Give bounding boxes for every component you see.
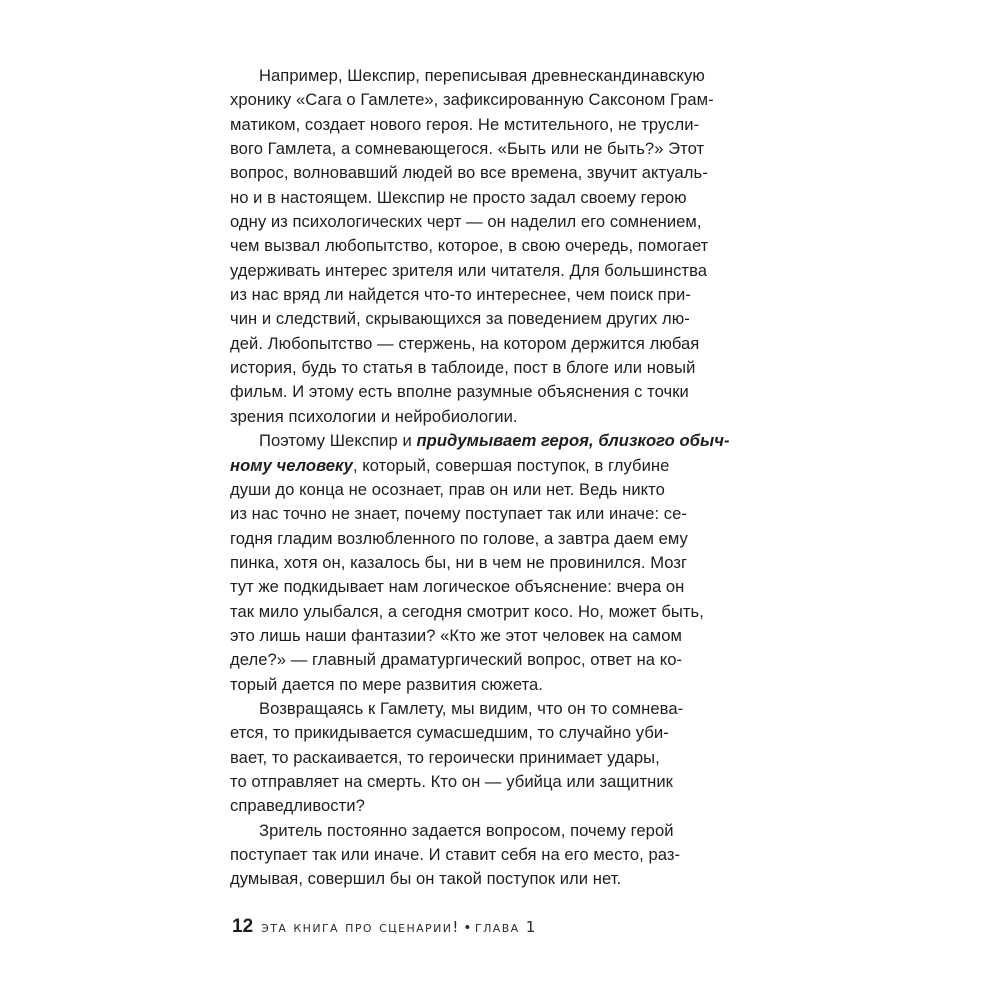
text-line: одну из психологических черт — он наделил его сомнением,	[230, 212, 702, 232]
text-line: деле?» — главный драматургический вопрос, ответ на ко-	[230, 650, 683, 670]
text-line: тут же подкидывает нам логическое объяснение: вчера он	[230, 577, 685, 597]
text-line: зрения психологии и нейробиологии.	[230, 406, 518, 426]
text-line: хронику «Сага о Гамлете», зафиксированную Саксоном Грам-	[230, 90, 714, 110]
text-run: , который, совершая поступок, в глубине	[352, 455, 670, 475]
text-line: ется, то прикидывается сумасшедшим, то случайно уби-	[230, 723, 669, 743]
paragraph-3	[230, 697, 742, 819]
text-line: из нас вряд ли найдется что-то интереснее, чем поиск при-	[230, 285, 691, 305]
text-line: вопрос, волновавший людей во все времена, звучит актуаль-	[230, 163, 708, 183]
text-line	[230, 454, 742, 478]
text-line: то отправляет на смерть. Кто он — убийца или защитник	[230, 771, 673, 791]
body-text	[230, 64, 742, 892]
text-line: удерживать интерес зрителя или читателя. Для большинства	[230, 260, 708, 280]
text-line: справедливости?	[230, 796, 365, 816]
paragraph-2	[230, 429, 742, 697]
running-title: эта книга про сценарии!	[261, 918, 460, 936]
text-line: думывая, совершил бы он такой поступок или нет.	[230, 869, 622, 889]
text-line: годня гладим возлюбленного по голове, а завтра даем ему	[230, 528, 688, 548]
paragraph-1	[230, 64, 742, 429]
text-line: дей. Любопытство — стержень, на котором держится любая	[230, 333, 700, 353]
emphasized-text: ному человеку	[230, 455, 353, 475]
text-line: Зритель постоянно задается вопросом, почему герой	[259, 820, 674, 840]
separator-bullet: •	[464, 919, 471, 936]
text-line: вого Гамлета, а сомневающегося. «Быть или не быть?» Этот	[230, 139, 705, 159]
text-line: вает, то раскаивается, то героически принимает удары,	[230, 747, 660, 767]
emphasized-text: придумывает героя, близкого обыч-	[416, 431, 730, 451]
text-line: пинка, хотя он, казалось бы, ни в чем не провинился. Мозг	[230, 552, 688, 572]
paragraph-4	[230, 819, 742, 892]
text-line: фильм. И этому есть вполне разумные объяснения с точки	[230, 382, 689, 402]
text-line: чем вызвал любопытство, которое, в свою очередь, помогает	[230, 236, 709, 256]
chapter-label: глава 1	[475, 918, 537, 936]
text-run: Поэтому Шекспир и	[259, 431, 417, 451]
text-line: Например, Шекспир, переписывая древнескандинавскую	[259, 66, 705, 85]
text-line: поступает так или иначе. И ставит себя на его место, раз-	[230, 845, 681, 864]
text-line: Возвращаясь к Гамлету, мы видим, что он то сомнева-	[259, 698, 684, 718]
text-line: это лишь наши фантазии? «Кто же этот человек на самом	[230, 625, 682, 645]
text-line: чин и следствий, скрывающихся за поведением других лю-	[230, 309, 690, 329]
text-line: так мило улыбался, а сегодня смотрит косо. Но, может быть,	[230, 601, 704, 621]
text-line: души до конца не осознает, прав он или нет. Ведь никто	[230, 479, 665, 499]
text-line: из нас точно не знает, почему поступает так или иначе: се-	[230, 504, 687, 524]
text-line: матиком, создает нового героя. Не мстительного, не трусли-	[230, 114, 700, 134]
page-footer	[232, 916, 537, 946]
page-number: 12	[232, 916, 254, 937]
text-line: но и в настоящем. Шекспир не просто задал своему герою	[230, 187, 687, 207]
text-line: история, будь то статья в таблоиде, пост в блоге или новый	[230, 358, 696, 378]
text-line: торый дается по мере развития сюжета.	[230, 674, 543, 694]
text-line	[230, 429, 742, 453]
